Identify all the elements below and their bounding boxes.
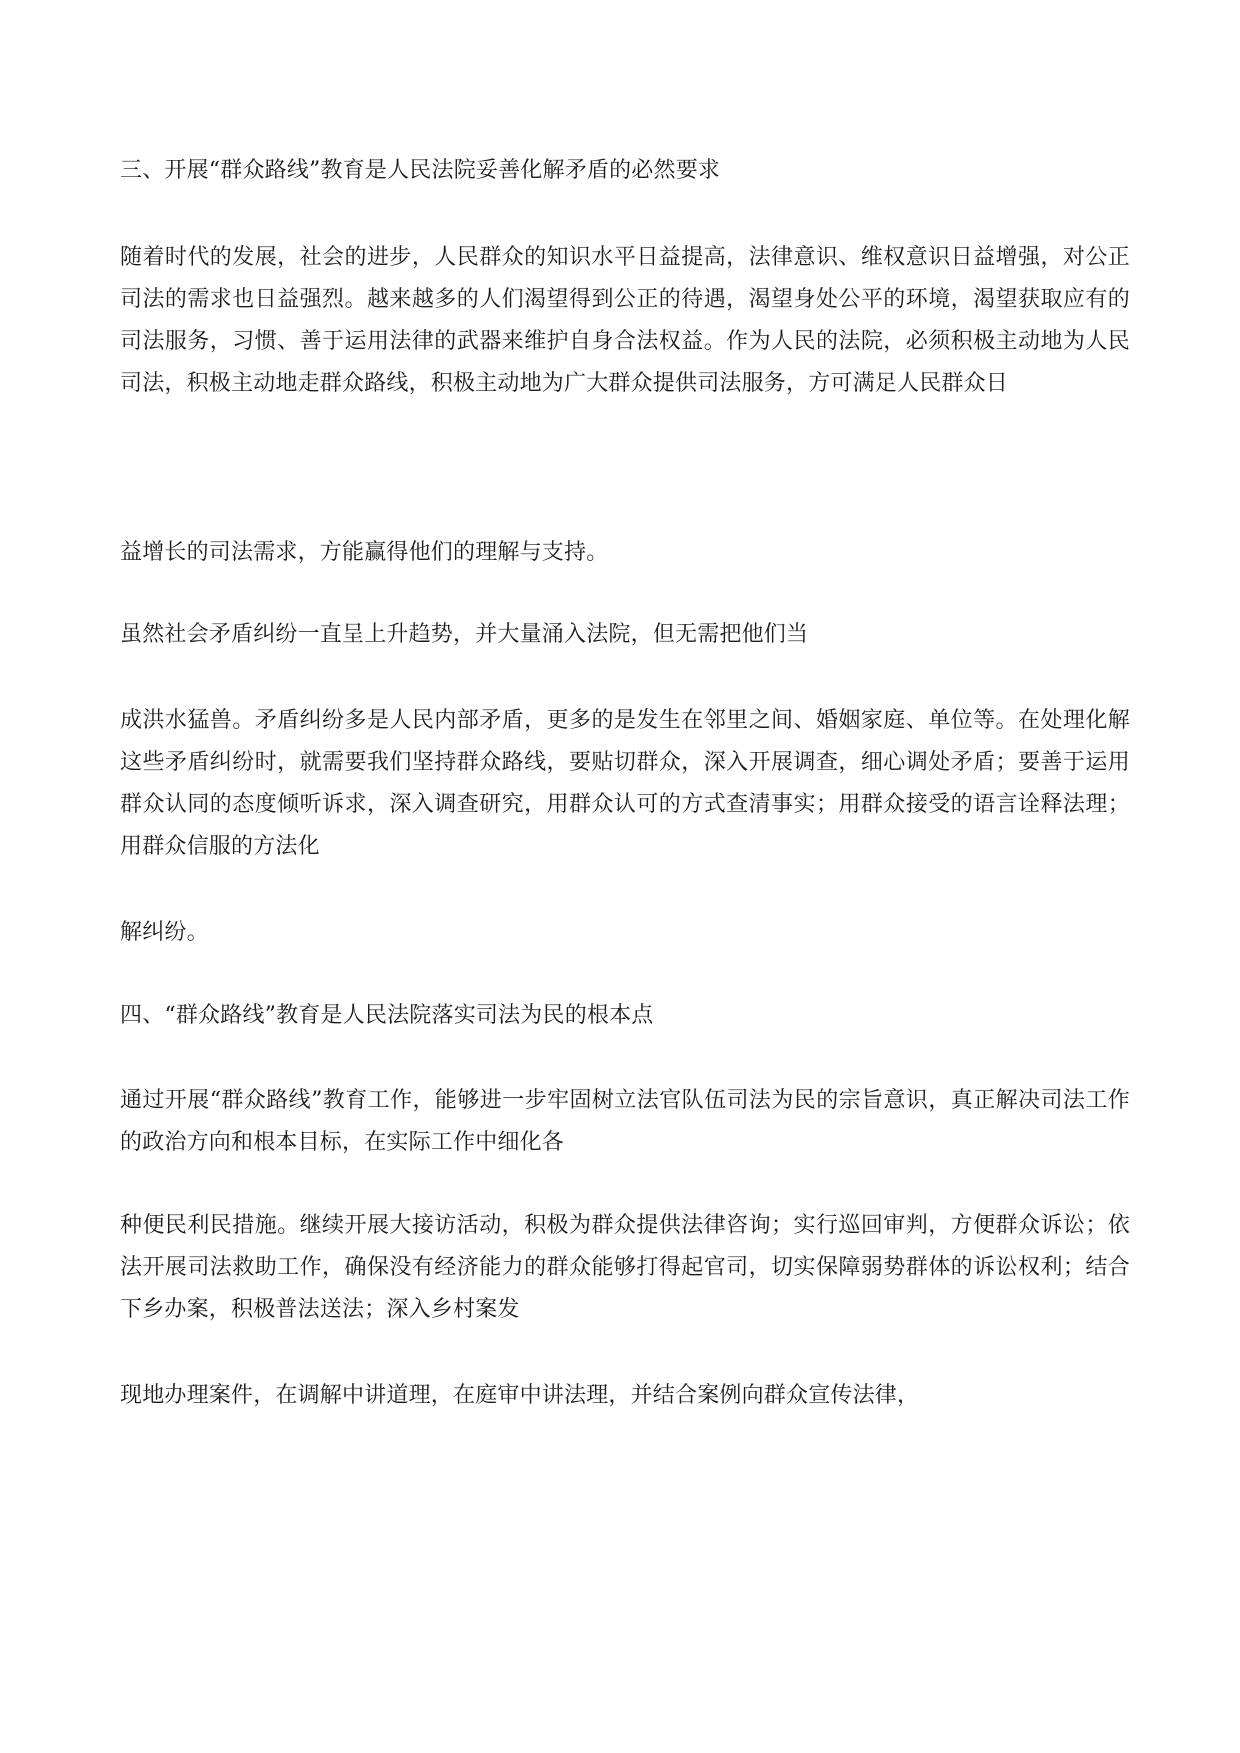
paragraph-5: 解纠纷。 — [120, 920, 209, 945]
paragraph-7: 种便民利民措施。继续开展大接访活动，积极为群众提供法律咨询；实行巡回审判，方便群众诉讼；依法开展司法救助工作，确保没有经济能力的群众能够打得起官司，切实保障弱势群体的诉讼权利；结合下乡办案，积极普法送法；深入乡村案发 — [120, 1213, 1130, 1322]
paragraph-6: 通过开展“群众路线”教育工作，能够进一步牢固树立法官队伍司法为民的宗旨意识，真正解决司法工作的政治方向和根本目标，在实际工作中细化各 — [120, 1088, 1130, 1155]
paragraph-1: 随着时代的发展，社会的进步，人民群众的知识水平日益提高，法律意识、维权意识日益增强，对公正司法的需求也日益强烈。越来越多的人们渴望得到公正的待遇，渴望身处公平的环境，渴望获取应有的司法服务，习惯、善于运用法律的武器来维护自身合法权益。作为人民的法院，必须积极主动地为人民司法，积极主动地走群众路线，积极主动地为广大群众提供司法服务，方可满足人民群众日 — [120, 245, 1130, 396]
paragraph-4: 成洪水猛兽。矛盾纠纷多是人民内部矛盾，更多的是发生在邻里之间、婚姻家庭、单位等。在处理化解这些矛盾纠纷时，就需要我们坚持群众路线，要贴切群众，深入开展调查，细心调处矛盾；要善于运用群众认同的态度倾听诉求，深入调查研究，用群众认可的方式查清事实；用群众接受的语言诠释法理；用群众信服的方法化 — [120, 708, 1130, 859]
paragraph-8: 现地办理案件，在调解中讲道理，在庭审中讲法理，并结合案例向群众宣传法律， — [120, 1383, 920, 1408]
paragraph-3: 虽然社会矛盾纠纷一直呈上升趋势，并大量涌入法院，但无需把他们当 — [120, 622, 809, 647]
section-heading-3: 三、开展“群众路线”教育是人民法院妥善化解矛盾的必然要求 — [120, 158, 721, 183]
section-heading-4: 四、“群众路线”教育是人民法院落实司法为民的根本点 — [120, 1003, 654, 1028]
paragraph-2: 益增长的司法需求，方能赢得他们的理解与支持。 — [120, 540, 609, 565]
